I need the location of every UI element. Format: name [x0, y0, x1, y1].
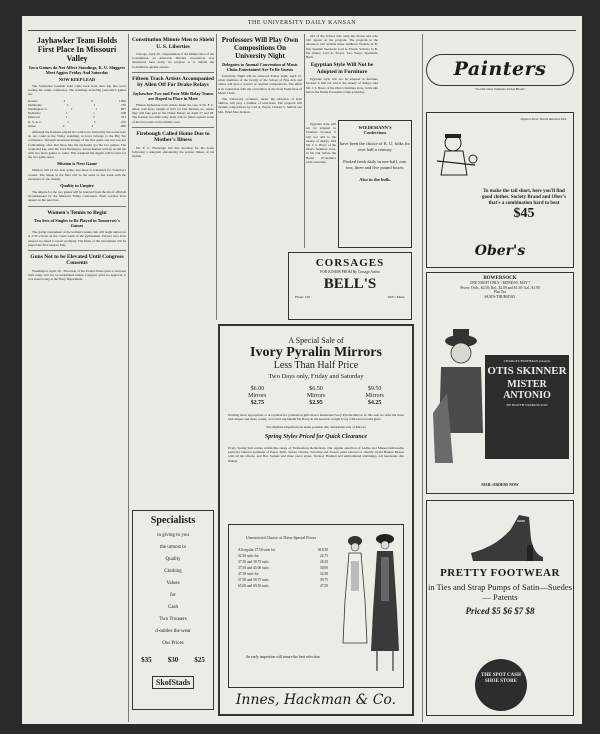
- article-body: Mission will be the next game, and there is scheduled for Saturday's contest. The lineup in the field will be the same as last week with the exception of one change.: [28, 168, 126, 181]
- ad-prices: [133, 656, 213, 664]
- divider: [132, 72, 214, 73]
- column-divider: [128, 34, 129, 722]
- headline-guns: Guns Not to be Elevated Until Congress Consents: [30, 253, 124, 267]
- divider: [28, 206, 126, 207]
- subhead-track: Jayhawker Two and Four Mile Relay Teams are Doped to Place in Meet: [132, 90, 214, 101]
- presents-line: CHARLES FROHMAN presents: [503, 359, 551, 363]
- price: $35: [141, 656, 152, 664]
- bowersock-prices: Prices: Orch., $2.50; Bal., $2.00 and $1.50; Gal., $1.00: [460, 285, 540, 290]
- column-divider: [304, 34, 305, 248]
- bowersock-line: ONE NIGHT ONLY - MONDAY, MAY 7: [469, 281, 531, 285]
- ivory-title: Ivory Pyralin Mirrors: [250, 345, 382, 360]
- table-row: 37.50 and 39.75 suits 26.50: [238, 560, 328, 564]
- ivory-copy: The slightest imperfections make possible this remarkable sale of Mirrors: [266, 424, 366, 429]
- ad-line: Values: [166, 581, 180, 586]
- standings-row: Missouri 1 2 .333: [28, 115, 126, 120]
- article-body: Fifteen Jayhawker track artists, under the care of Dr. F. C. Allen, will leave tonight at 9:25 for Des Moines, Ia., where they will take part in the Drake Relays on April 27 and 28. The Kansas two-mile relay team will be pitted against some of the best teams in the middle-west.: [132, 102, 214, 124]
- wiedemann-line: Packed fresh daily in one-half, one, two, three and five pound boxes.: [343, 159, 407, 170]
- headline-track: Fifteen Track Artists Accompanied by Allen Off For Drake Relays: [132, 75, 214, 89]
- headline-professors: Professors Will Play Own Compositions On University Night: [221, 36, 299, 60]
- table-row: 32.50 suits for 22.75: [238, 554, 328, 558]
- phone: Phone 120: [295, 295, 310, 299]
- column-divider: [216, 34, 217, 320]
- spring-copy: Every Spring Suit comes within this range of Tremendous Reductions. Our regular selection of Ladies and Misses fashionable perfectly tailored garments of Poiret Twill, Velour Checks, Tricotine and Tweed, plain tailored or smartly styled Balkan Blouse with all the effects, and Box Jackets and three piece styles. Tucked, Braided and embroidered trimmings. All handsome silk linings.: [228, 445, 404, 463]
- subhead: Quality in Umpire: [60, 183, 94, 189]
- headline-egyptian: Egyptian Style Will Not be Adopted in Furniture: [310, 62, 374, 75]
- shoe-illustration: [467, 509, 547, 565]
- suit-price-box: [228, 524, 404, 688]
- ivory-mirrors-ad: [218, 324, 414, 716]
- mirror-price-group: $6.50 Mirrors $2.95: [306, 386, 326, 406]
- article-body: Washington, April 26 - Elevation of the United States guns to increase their range will not be undertaken unless Congress gives its approval, it was stated today at the Navy Department.: [28, 268, 126, 282]
- ivory-days: Two Days only, Friday and Saturday: [268, 373, 364, 380]
- article-body: University Night will be observed Friday night, April 27, when members of the faculty of the School of Fine Arts and others will give a concert of original compositions. The affair is in connection with the convention of the State Federation of Music Clubs.: [218, 74, 302, 95]
- tennis-racket-note: Dayton Steel Tennis Rackets $10.: [520, 117, 567, 121]
- article-body: Old of the School who sang the chorus and who will appear on the program. The program in the afternoon will include these numbers: Prelude in B-flat; Spanish Serenade; Carl A. Preyer. Scherzo in B-flat minor; Carl A. Preyer. Two Negro Spirituals; Bach.: [306, 34, 378, 60]
- ivory-copy: Nothing more appropriate or acceptable for graduation gifts than a handsome Ivory Pyralin Mirror. In this sale we offer the three best shapes and sizes, round, oval and long handle Du Barry in the heaviest weight Ivory with best beveled glass.: [228, 413, 404, 422]
- bells-name: BELL'S: [323, 276, 377, 292]
- actor-portrait: [431, 323, 485, 473]
- ad-line: Cash: [168, 605, 178, 610]
- column-music: [218, 34, 302, 264]
- star-name: OTIS SKINNER: [487, 365, 567, 377]
- article-body: Egyptian style will not be adopted in furniture because it will not add to the beauty of design, said Mr. J. S. Bruce of the Ober's furniture store, in his talk before the Home Economics Club yesterday.: [306, 77, 378, 94]
- inspection-note: An early inspection will insure the best selection.: [245, 655, 321, 659]
- standings-row: Kansas 4 0 1.000: [28, 98, 126, 103]
- article-body: The umpire for the two games will be selected from the list of officials recommended by the Missouri Valley conference. Both coaches have agreed on the selection.: [28, 190, 126, 203]
- address: 825½ Mass.: [387, 295, 405, 299]
- ad-line: Two Trousers: [159, 617, 187, 622]
- headline-firebough: Firebough Called Home Due to Mother's Illness: [136, 130, 210, 144]
- ad-line: Our Prices: [162, 641, 184, 646]
- divider: [132, 127, 214, 128]
- standings-table: [28, 99, 126, 128]
- table-row: 47.50 suits for 32.50: [238, 572, 328, 576]
- footwear-description: in Ties and Strap Pumps of Satin—Suedes— Patents: [427, 582, 573, 602]
- article-body: Egyptian style will not be adopted in furniture because it will not add to the beauty of design, said Mr. J. S. Bruce of the Ober's furniture store, in his talk before the Home Economics Club yesterday.: [306, 122, 336, 164]
- cartoon-illustration: [435, 131, 479, 187]
- article-body: The spring tournament of the women's tennis club will begin tomorrow at 2:30 o'clock on the courts south of the gymnasium. Players who have entered are asked to report promptly. The finals of the tournament will be played the first week in May.: [28, 230, 126, 247]
- bowersock-tax: Plus Tax: [493, 290, 507, 294]
- fashion-illustration: [337, 531, 403, 683]
- table-row: 37.50 and 45.00 suits 30.00: [238, 566, 328, 570]
- specialists-ad: [132, 510, 214, 710]
- obers-copy: To make the tail short, here you'll find good clothes. Society Brand and Ober's that's a combination hard to beat $45: [479, 189, 569, 217]
- standings-row: Ames 0 4 .000: [28, 123, 126, 128]
- footwear-ad: [426, 500, 574, 716]
- corsages-ad: [288, 252, 412, 320]
- wiedemann-subtitle: Confections: [363, 130, 387, 135]
- innes-hackman-signature: Innes, Hackman & Co.: [235, 692, 397, 708]
- obers-logo: Ober's: [474, 243, 526, 259]
- corsages-footer: [289, 293, 411, 299]
- table-row: All regular 27.50 suits for $18.50: [238, 548, 328, 552]
- mirror-prices: [228, 386, 404, 407]
- newspaper-page: [22, 16, 582, 724]
- mirror-price-group: $6.00 Mirrors $2.75: [248, 386, 267, 406]
- mirror-price-group: $9.50 Mirrors $4.25: [365, 386, 384, 406]
- ad-title: Specialists: [150, 515, 196, 526]
- divider: [28, 250, 126, 251]
- ad-line: Clothing: [164, 569, 182, 574]
- ad-line: Quality: [165, 557, 181, 562]
- standings-row: Nebraska 1 1 .500: [28, 111, 126, 116]
- price: $25: [194, 656, 205, 664]
- spring-styles: Spring Styles Priced for Quick Clearance: [264, 433, 368, 440]
- table-row: 57.50 and 59.75 suits 39.75: [238, 578, 328, 582]
- otis-skinner-panel: [485, 355, 569, 459]
- spot-cash-badge: THE SPOT CASH SHOE STORE: [475, 659, 527, 711]
- standings-row: Oklahoma 3 1 .750: [28, 102, 126, 107]
- bowersock-seats: SEATS-THURSDAY: [484, 294, 516, 299]
- skofstads-logo: SkofStads: [152, 676, 194, 689]
- article-body: The Jayhawker baseball team came back from their trip into Iowa leading the valley conference. The standings including yesterday's games are:: [28, 84, 126, 97]
- wiedemann-title: WIEDEMANN'S: [358, 125, 392, 130]
- suit-price-table: [237, 547, 329, 589]
- bowersock-name: BOWERSOCK: [483, 276, 517, 281]
- painters-logo: Painters: [453, 58, 547, 80]
- mail-orders: MAIL ORDERS NOW: [481, 483, 519, 487]
- obers-price: $45: [513, 205, 535, 221]
- column-news: [132, 34, 214, 504]
- wiedemann-line: have been the choice of K. U. folks for over half a century.: [340, 141, 410, 152]
- bowersock-ad: [426, 272, 574, 494]
- unrestricted-choice: Unrestricted Choice at These Special Prices: [245, 535, 316, 540]
- article-body: Chicago, April 26 - Organization of the Minute Men of the Constitution, an American liberties association, was announced here today. Its purpose is to defend the Constitution against attacks.: [132, 52, 214, 69]
- pretty-footwear-title: PRETTY FOOTWEAR: [440, 567, 560, 579]
- byline: NOW KEEP LEAD: [58, 77, 96, 82]
- masthead: THE UNIVERSITY DAILY KANSAN: [247, 20, 357, 26]
- column-sports: [28, 34, 126, 722]
- play-author: BY BOOTH TARKINGTON: [506, 403, 548, 407]
- painters-ad: [426, 54, 574, 86]
- standings-row: K. S. A. C. 1 3 .250: [28, 119, 126, 124]
- table-row: 65.00 and 69.50 suits 47.50: [238, 584, 328, 588]
- column-furniture-cont: [306, 122, 336, 248]
- subhead-jayhawker: Iowa Games do Not Affect Standings, K. U. Sluggers Meet Aggies Friday And Saturday: [28, 65, 126, 75]
- article-body: The University orchestra, under the direction of Karl Skilton, will play a number of selections. The program will include compositions by Carl A. Preyer, Charles S. Skilton and Mrs. Ethel Mae Jackson.: [218, 97, 302, 114]
- standings-row: Washington U. 2 1 .667: [28, 107, 126, 112]
- price: $30: [167, 656, 179, 664]
- masthead-rule: [28, 30, 576, 31]
- subhead-tennis: Ten Sets of Singles to Be Played in Tomorrow's Games: [34, 218, 120, 229]
- subhead-professors: Delegates to Annual Convention of Music Clubs Entertained Are To Be Guests: [222, 62, 298, 72]
- article-body: Mr. F. C. Firebough left this morning for his home following a telegram announcing the serious illness of his mother.: [132, 145, 214, 159]
- article-body: Although the Kansans played two with Iowa University the scores here do not count in the Valley standings as Iowa belongs to the Big Ten conference. Through seventeen innings of the first game one run was not forthcoming, after that more hits the Jayhawks got the two games. The week-end trip, with the Iowa Hawkeyes, leaves Kansas well up on the list with two more games to come. This weekend the Aggies will be here for the two game series.: [28, 130, 126, 160]
- corsages-sub: FOR JUNIOR PROM By Corsage Artists: [320, 270, 380, 274]
- column-furniture: [306, 34, 378, 120]
- play-title: MISTER ANTONIO: [503, 379, 551, 401]
- painters-tagline: "So Our Own Students-Union Block": [474, 87, 526, 91]
- obers-ad: [426, 112, 574, 268]
- wiedemann-ad: [338, 120, 412, 248]
- wiedemann-line: Also in the bulk.: [359, 177, 391, 182]
- ad-line: the utmost in: [159, 545, 187, 550]
- corsages-title: CORSAGES: [315, 257, 385, 269]
- headline-minute-men: Constitution Minute Men to Shield U. S. Liberties: [132, 37, 214, 50]
- ad-line: in giving to you: [157, 533, 189, 538]
- ivory-less: Less Than Half Price: [273, 360, 359, 371]
- headline-tennis: Women's Tennis to Begin: [47, 209, 107, 216]
- ad-line: d-oubles the wear: [155, 629, 191, 634]
- column-divider: [422, 34, 423, 722]
- subhead: Mission is Next Game: [57, 161, 97, 167]
- ivory-special: A Special Sale of: [288, 336, 344, 345]
- ad-line: for: [170, 593, 176, 598]
- footwear-prices: Priced $5 $6 $7 $8: [465, 606, 535, 616]
- headline-jayhawker: Jayhawker Team Holds First Place In Missouri Valley: [36, 36, 118, 63]
